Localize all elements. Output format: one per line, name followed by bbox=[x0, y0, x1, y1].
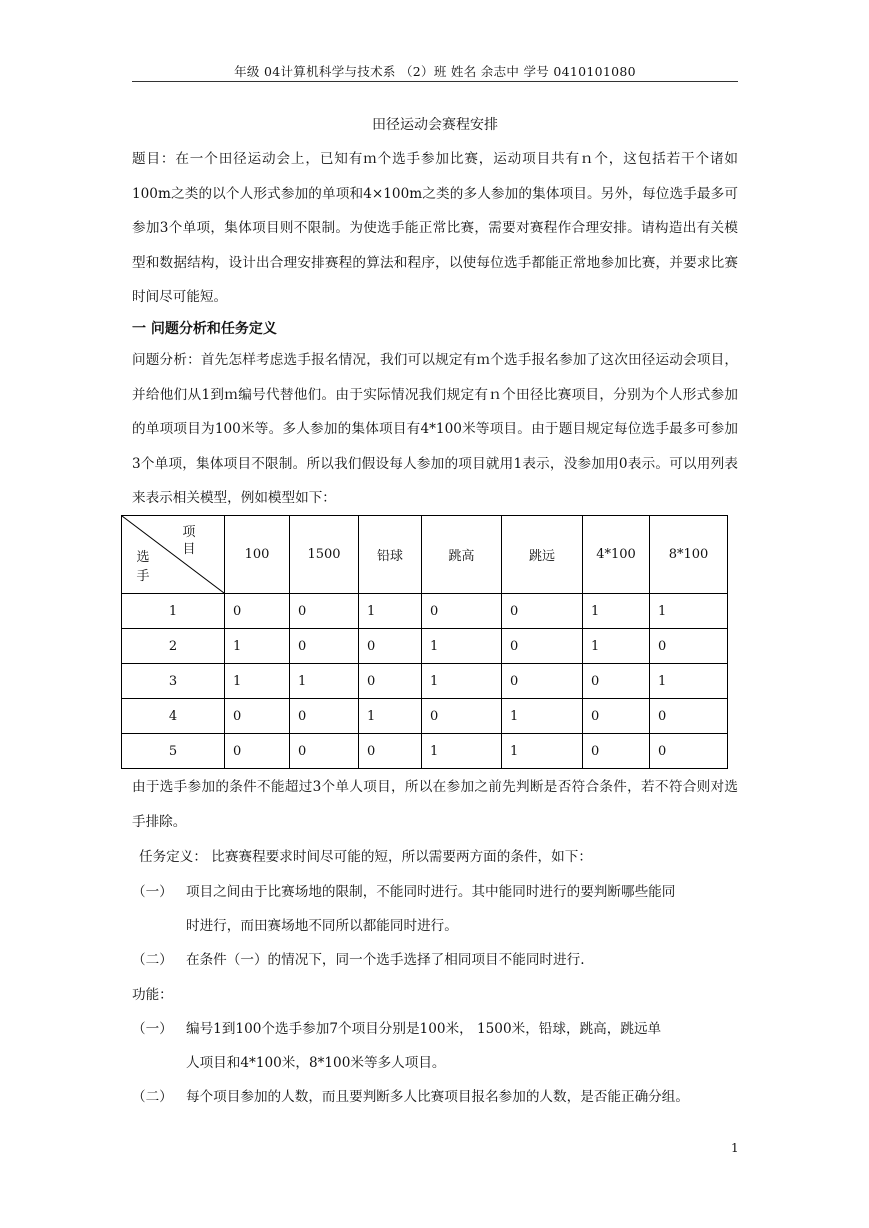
table-cell: 1 bbox=[650, 664, 728, 699]
table-row bbox=[122, 734, 728, 769]
analysis-paragraph: 问题分析：首先怎样考虑选手报名情况，我们可以规定有ｍ个选手报名参加了这次田径运动会项目，并给他们从1到ｍ编号代替他们。由于实际情况我们规定有ｎ个田径比赛项目，分别为个人形式参加的单项项目为100米等。多人参加的集体项目有4*100米等项目。由于题目规定每位选手最多可参加3个单项，集体项目不限制。所以我们假设每人参加的项目就用1表示，没参加用0表示。可以用列表来表示相关模型，例如模型如下： bbox=[132, 352, 738, 506]
table-cell: 0 bbox=[290, 699, 359, 734]
task-definition: 任务定义： 比赛赛程要求时间尽可能的短，所以需要两方面的条件，如下： bbox=[139, 849, 592, 865]
table-cell: 1 bbox=[422, 629, 502, 664]
function-2-number: （二） bbox=[132, 1089, 173, 1105]
column-header: 4*100 bbox=[583, 516, 650, 594]
table-cell: 0 bbox=[225, 734, 290, 769]
function-1-line-1: 编号1到100个选手参加7个项目分别是100米， 1500米，铅球，跳高，跳远单 bbox=[186, 1021, 662, 1037]
after-table-paragraph: 由于选手参加的条件不能超过3个单人项目，所以在参加之前先判断是否符合条件，若不符合则对选手排除。 bbox=[132, 779, 738, 830]
table-cell: 1 bbox=[583, 594, 650, 629]
table-cell: 1 bbox=[290, 664, 359, 699]
table-header-row bbox=[122, 516, 728, 594]
page-header: 年级 04计算机科学与技术系 （2）班 姓名 余志中 学号 0410101080 bbox=[234, 64, 636, 79]
corner-label-athletes: 选手 bbox=[136, 550, 150, 584]
condition-2-number: （二） bbox=[132, 952, 173, 968]
table-cell: 1 bbox=[359, 699, 422, 734]
participation-table bbox=[121, 515, 728, 769]
column-header: 1500 bbox=[290, 516, 359, 594]
table-cell: 0 bbox=[290, 594, 359, 629]
table-cell: 0 bbox=[502, 664, 583, 699]
table-cell: 0 bbox=[225, 594, 290, 629]
function-2-line-1: 每个项目参加的人数，而且要判断多人比赛项目报名参加的人数，是否能正确分组。 bbox=[186, 1089, 689, 1105]
table-cell: 0 bbox=[583, 734, 650, 769]
table-cell: 1 bbox=[650, 594, 728, 629]
condition-1-number: （一） bbox=[132, 884, 173, 900]
table-cell: 1 bbox=[583, 629, 650, 664]
document-title: 田径运动会赛程安排 bbox=[372, 117, 498, 133]
table-cell: 1 bbox=[422, 664, 502, 699]
column-header: 跳高 bbox=[422, 516, 502, 594]
function-1-number: （一） bbox=[132, 1021, 173, 1037]
table-cell: 0 bbox=[359, 734, 422, 769]
table-row bbox=[122, 664, 728, 699]
table-corner-cell bbox=[122, 516, 225, 594]
table-cell: 0 bbox=[650, 629, 728, 664]
table-cell: 0 bbox=[290, 629, 359, 664]
table-cell: 1 bbox=[422, 734, 502, 769]
table-row bbox=[122, 594, 728, 629]
condition-1-line-2: 时进行，而田赛场地不同所以都能同时进行。 bbox=[186, 918, 458, 934]
table-cell: 0 bbox=[502, 594, 583, 629]
athlete-id-cell: 1 bbox=[122, 594, 225, 629]
table-cell: 1 bbox=[502, 734, 583, 769]
column-header: 铅球 bbox=[359, 516, 422, 594]
section-heading: 一 问题分析和任务定义 bbox=[132, 321, 277, 337]
table-cell: 1 bbox=[359, 594, 422, 629]
column-header: 100 bbox=[225, 516, 290, 594]
table-cell: 0 bbox=[583, 664, 650, 699]
table-cell: 0 bbox=[359, 664, 422, 699]
function-1-line-2: 人项目和4*100米，8*100米等多人项目。 bbox=[186, 1055, 446, 1071]
column-header: 8*100 bbox=[650, 516, 728, 594]
table-row bbox=[122, 629, 728, 664]
intro-paragraph: 题目：在一个田径运动会上，已知有ｍ个选手参加比赛，运动项目共有ｎ个，这包括若干个诸如100m之类的以个人形式参加的单项和4×100m之类的多人参加的集体项目。另外，每位选手最多可参加3个单项，集体项目则不限制。为使选手能正常比赛，需要对赛程作合理安排。请构造出有关模型和数据结构，设计出合理安排赛程的算法和程序，以使每位选手都能正常地参加比赛，并要求比赛时间尽可能短。 bbox=[132, 151, 738, 305]
page-number: 1 bbox=[731, 1141, 739, 1155]
table-cell: 0 bbox=[359, 629, 422, 664]
athlete-id-cell: 5 bbox=[122, 734, 225, 769]
table-cell: 0 bbox=[650, 699, 728, 734]
table-cell: 0 bbox=[650, 734, 728, 769]
table-cell: 0 bbox=[583, 699, 650, 734]
athlete-id-cell: 2 bbox=[122, 629, 225, 664]
column-header: 跳远 bbox=[502, 516, 583, 594]
table-row bbox=[122, 699, 728, 734]
table-cell: 1 bbox=[225, 629, 290, 664]
table-cell: 0 bbox=[422, 594, 502, 629]
table-cell: 0 bbox=[225, 699, 290, 734]
table-cell: 1 bbox=[502, 699, 583, 734]
athlete-id-cell: 4 bbox=[122, 699, 225, 734]
header-rule bbox=[132, 81, 738, 82]
athlete-id-cell: 3 bbox=[122, 664, 225, 699]
condition-2-line-1: 在条件（一）的情况下，同一个选手选择了相同项目不能同时进行. bbox=[186, 952, 585, 968]
table-cell: 0 bbox=[290, 734, 359, 769]
condition-1-line-1: 项目之间由于比赛场地的限制，不能同时进行。其中能同时进行的要判断哪些能同 bbox=[186, 884, 676, 900]
function-label: 功能： bbox=[132, 987, 173, 1003]
corner-label-items: 项目 bbox=[182, 525, 196, 557]
table-cell: 1 bbox=[225, 664, 290, 699]
table-cell: 0 bbox=[502, 629, 583, 664]
table-cell: 0 bbox=[422, 699, 502, 734]
